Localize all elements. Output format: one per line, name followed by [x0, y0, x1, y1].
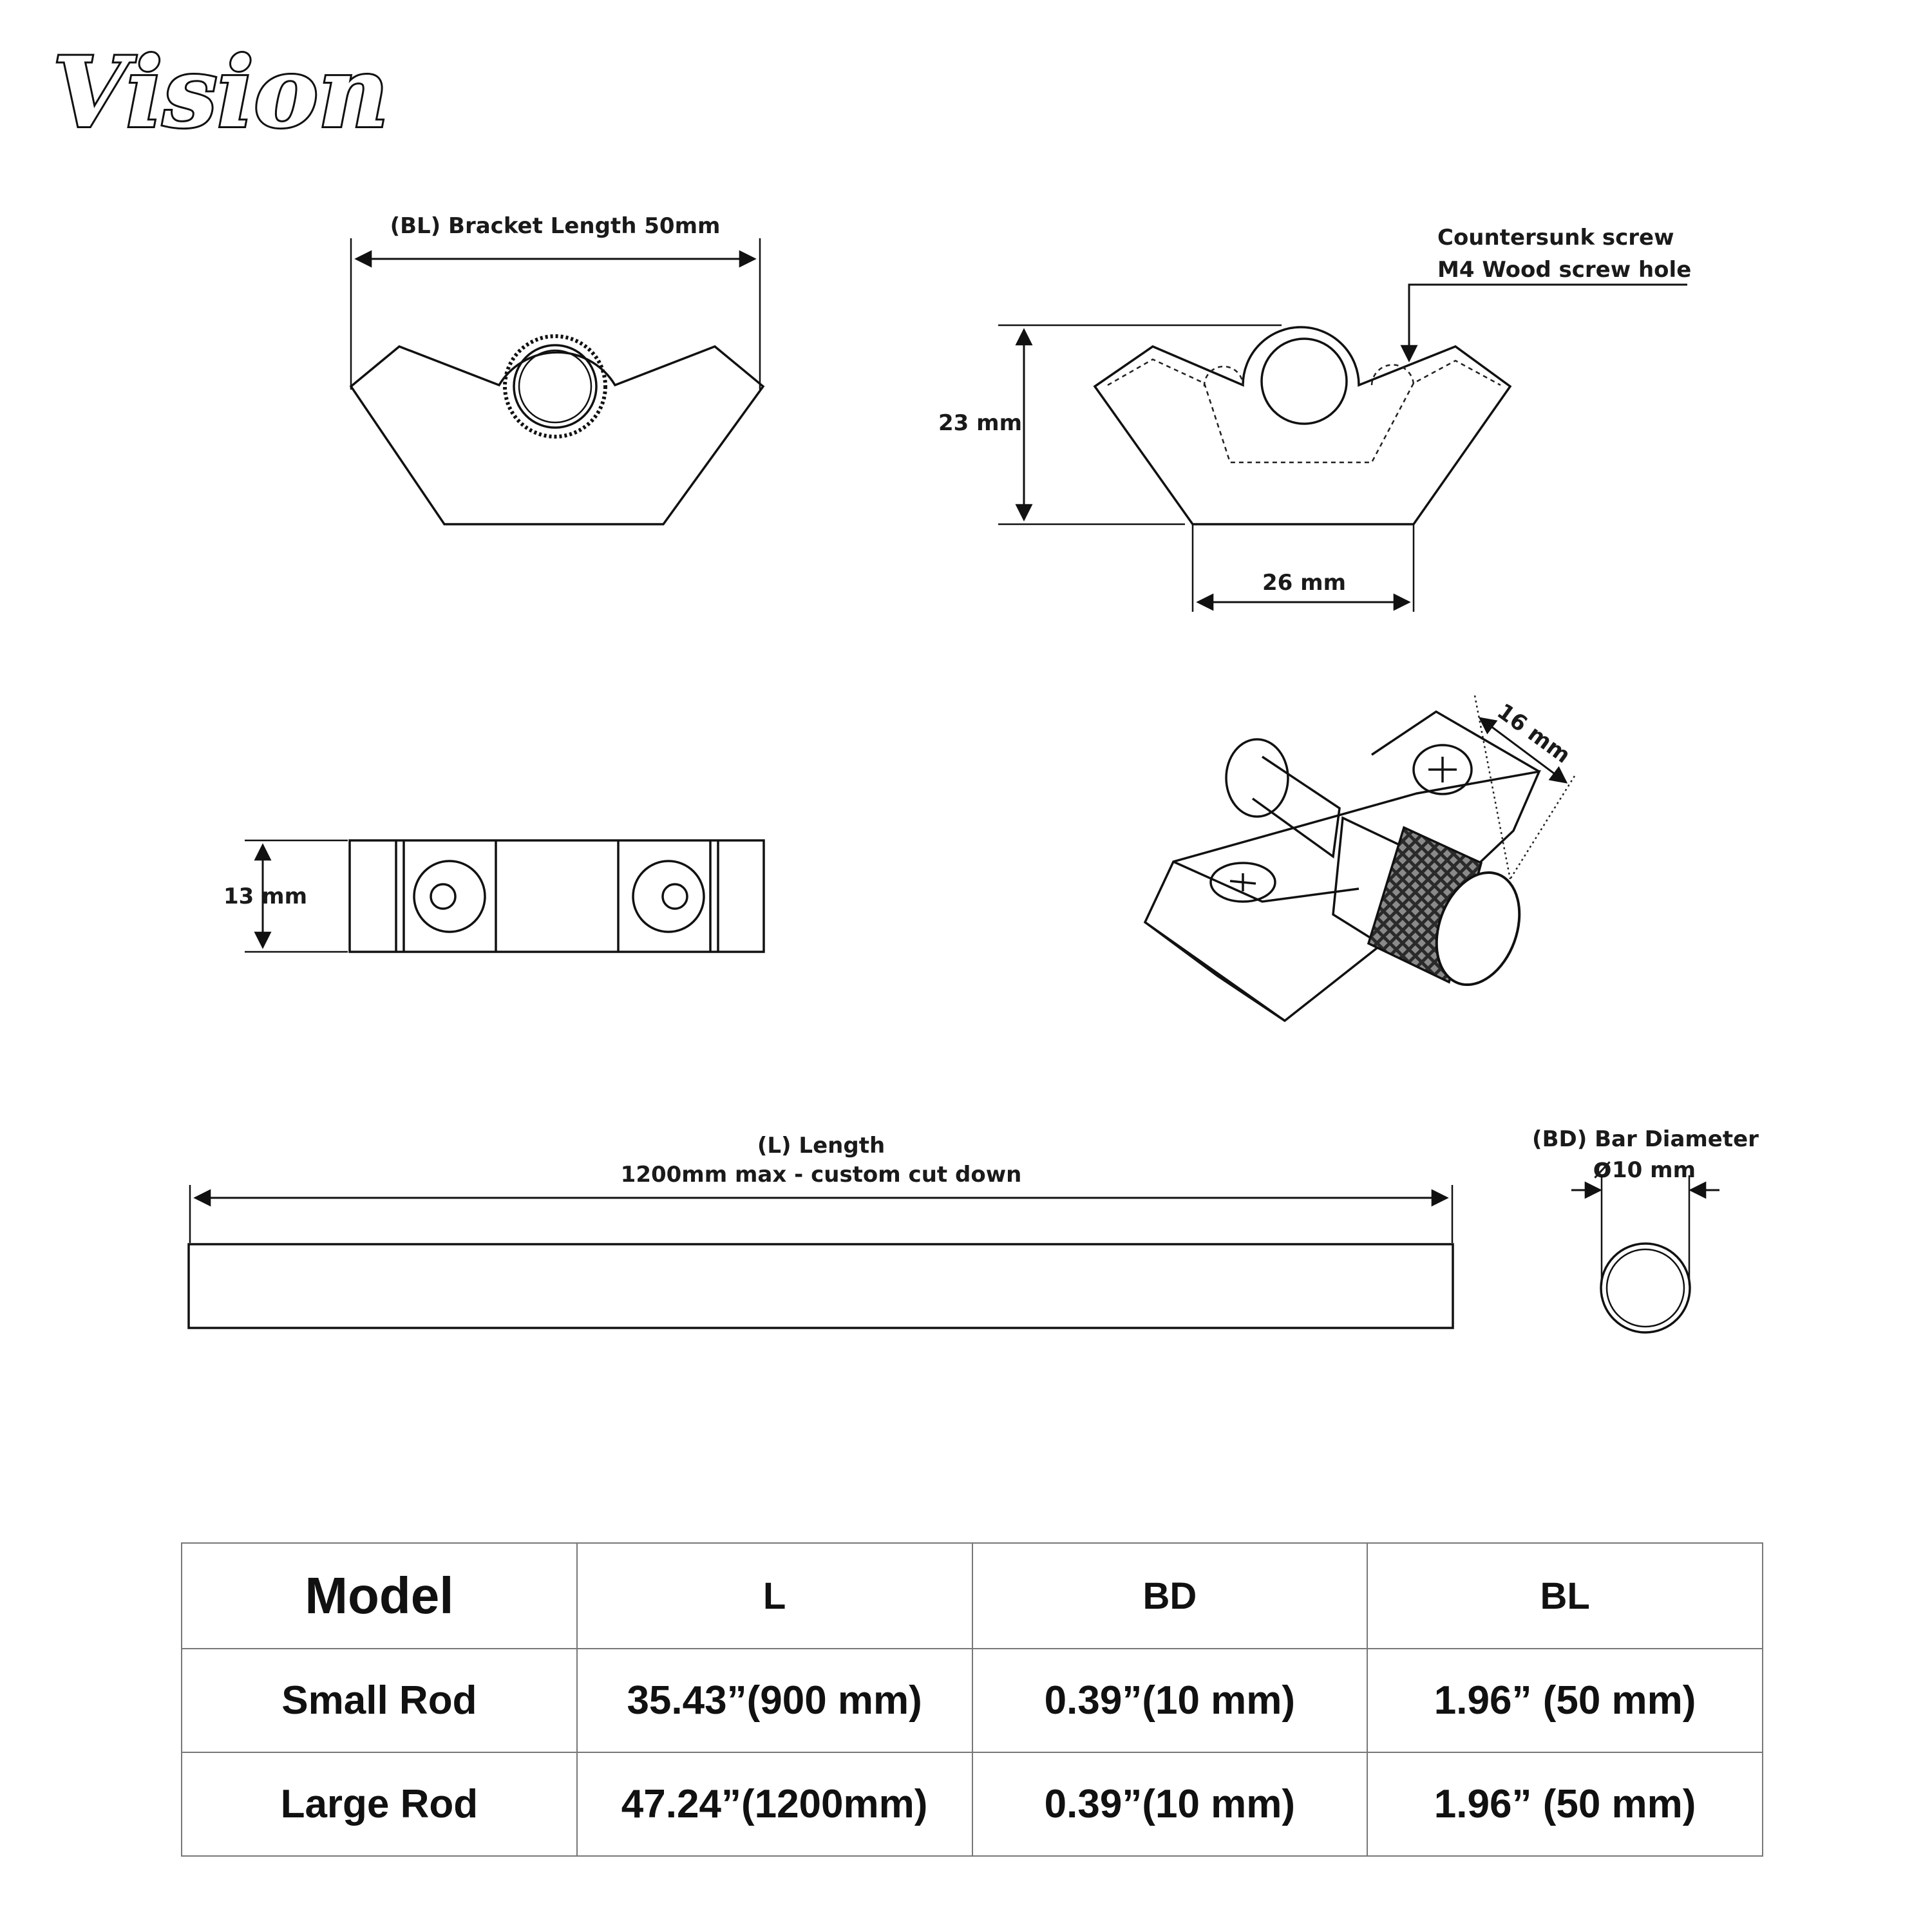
rod-side-view	[189, 1133, 1453, 1328]
cell-bd: 0.39”(10 mm)	[972, 1752, 1368, 1856]
height-23-label: 23 mm	[938, 410, 1023, 436]
rod-stub	[1253, 757, 1340, 857]
rod-length-label-1: (L) Length	[757, 1133, 886, 1159]
header-model: Model	[182, 1543, 577, 1649]
bar-diameter-label: (BD) Bar Diameter	[1532, 1126, 1759, 1152]
table-row	[182, 1649, 1763, 1752]
cell-model: Large Rod	[182, 1752, 577, 1856]
cell-l: 35.43”(900 mm)	[577, 1649, 972, 1752]
header-bl: BL	[1367, 1543, 1763, 1649]
diameter-symbol: ø	[1593, 1152, 1612, 1184]
hidden-pocket	[1108, 359, 1501, 462]
table-row	[182, 1752, 1763, 1856]
spec-table	[181, 1542, 1763, 1857]
bracket-top-outline	[350, 840, 764, 952]
cell-bl: 1.96” (50 mm)	[1367, 1649, 1763, 1752]
height-13-label: 13 mm	[223, 884, 308, 909]
bracket-top-view	[223, 840, 764, 952]
rod-hole	[1262, 339, 1347, 424]
cell-l: 47.24”(1200mm)	[577, 1752, 972, 1856]
vision-logo: Vision	[53, 36, 389, 149]
cell-bl: 1.96” (50 mm)	[1367, 1752, 1763, 1856]
bar-section-circle	[1601, 1244, 1690, 1332]
cell-model: Small Rod	[182, 1649, 577, 1752]
rod-outline	[189, 1244, 1453, 1328]
screw-note-line2: M4 Wood screw hole	[1437, 257, 1692, 283]
bracket-front-view	[351, 213, 763, 524]
bracket-outline	[351, 346, 763, 524]
table-header-row	[182, 1543, 1763, 1649]
screw-hole-left	[414, 861, 485, 932]
base-width-26-label: 26 mm	[1262, 570, 1347, 596]
diameter-10-label: 10 mm	[1611, 1157, 1696, 1183]
cell-bd: 0.39”(10 mm)	[972, 1649, 1368, 1752]
screw-note-line1: Countersunk screw	[1437, 225, 1674, 251]
rod-length-label-2: 1200mm max - custom cut down	[620, 1162, 1022, 1188]
bracket-length-label: (BL) Bracket Length 50mm	[390, 213, 721, 239]
bracket-isometric-view	[1145, 696, 1575, 1021]
depth-16-label: 16 mm	[1492, 698, 1575, 769]
bar-cross-section	[1532, 1126, 1759, 1332]
bracket-side-view	[938, 225, 1691, 612]
bracket-side-outline	[1095, 327, 1510, 524]
header-l: L	[577, 1543, 972, 1649]
header-bd: BD	[972, 1543, 1368, 1649]
screw-hole-right	[633, 861, 704, 932]
